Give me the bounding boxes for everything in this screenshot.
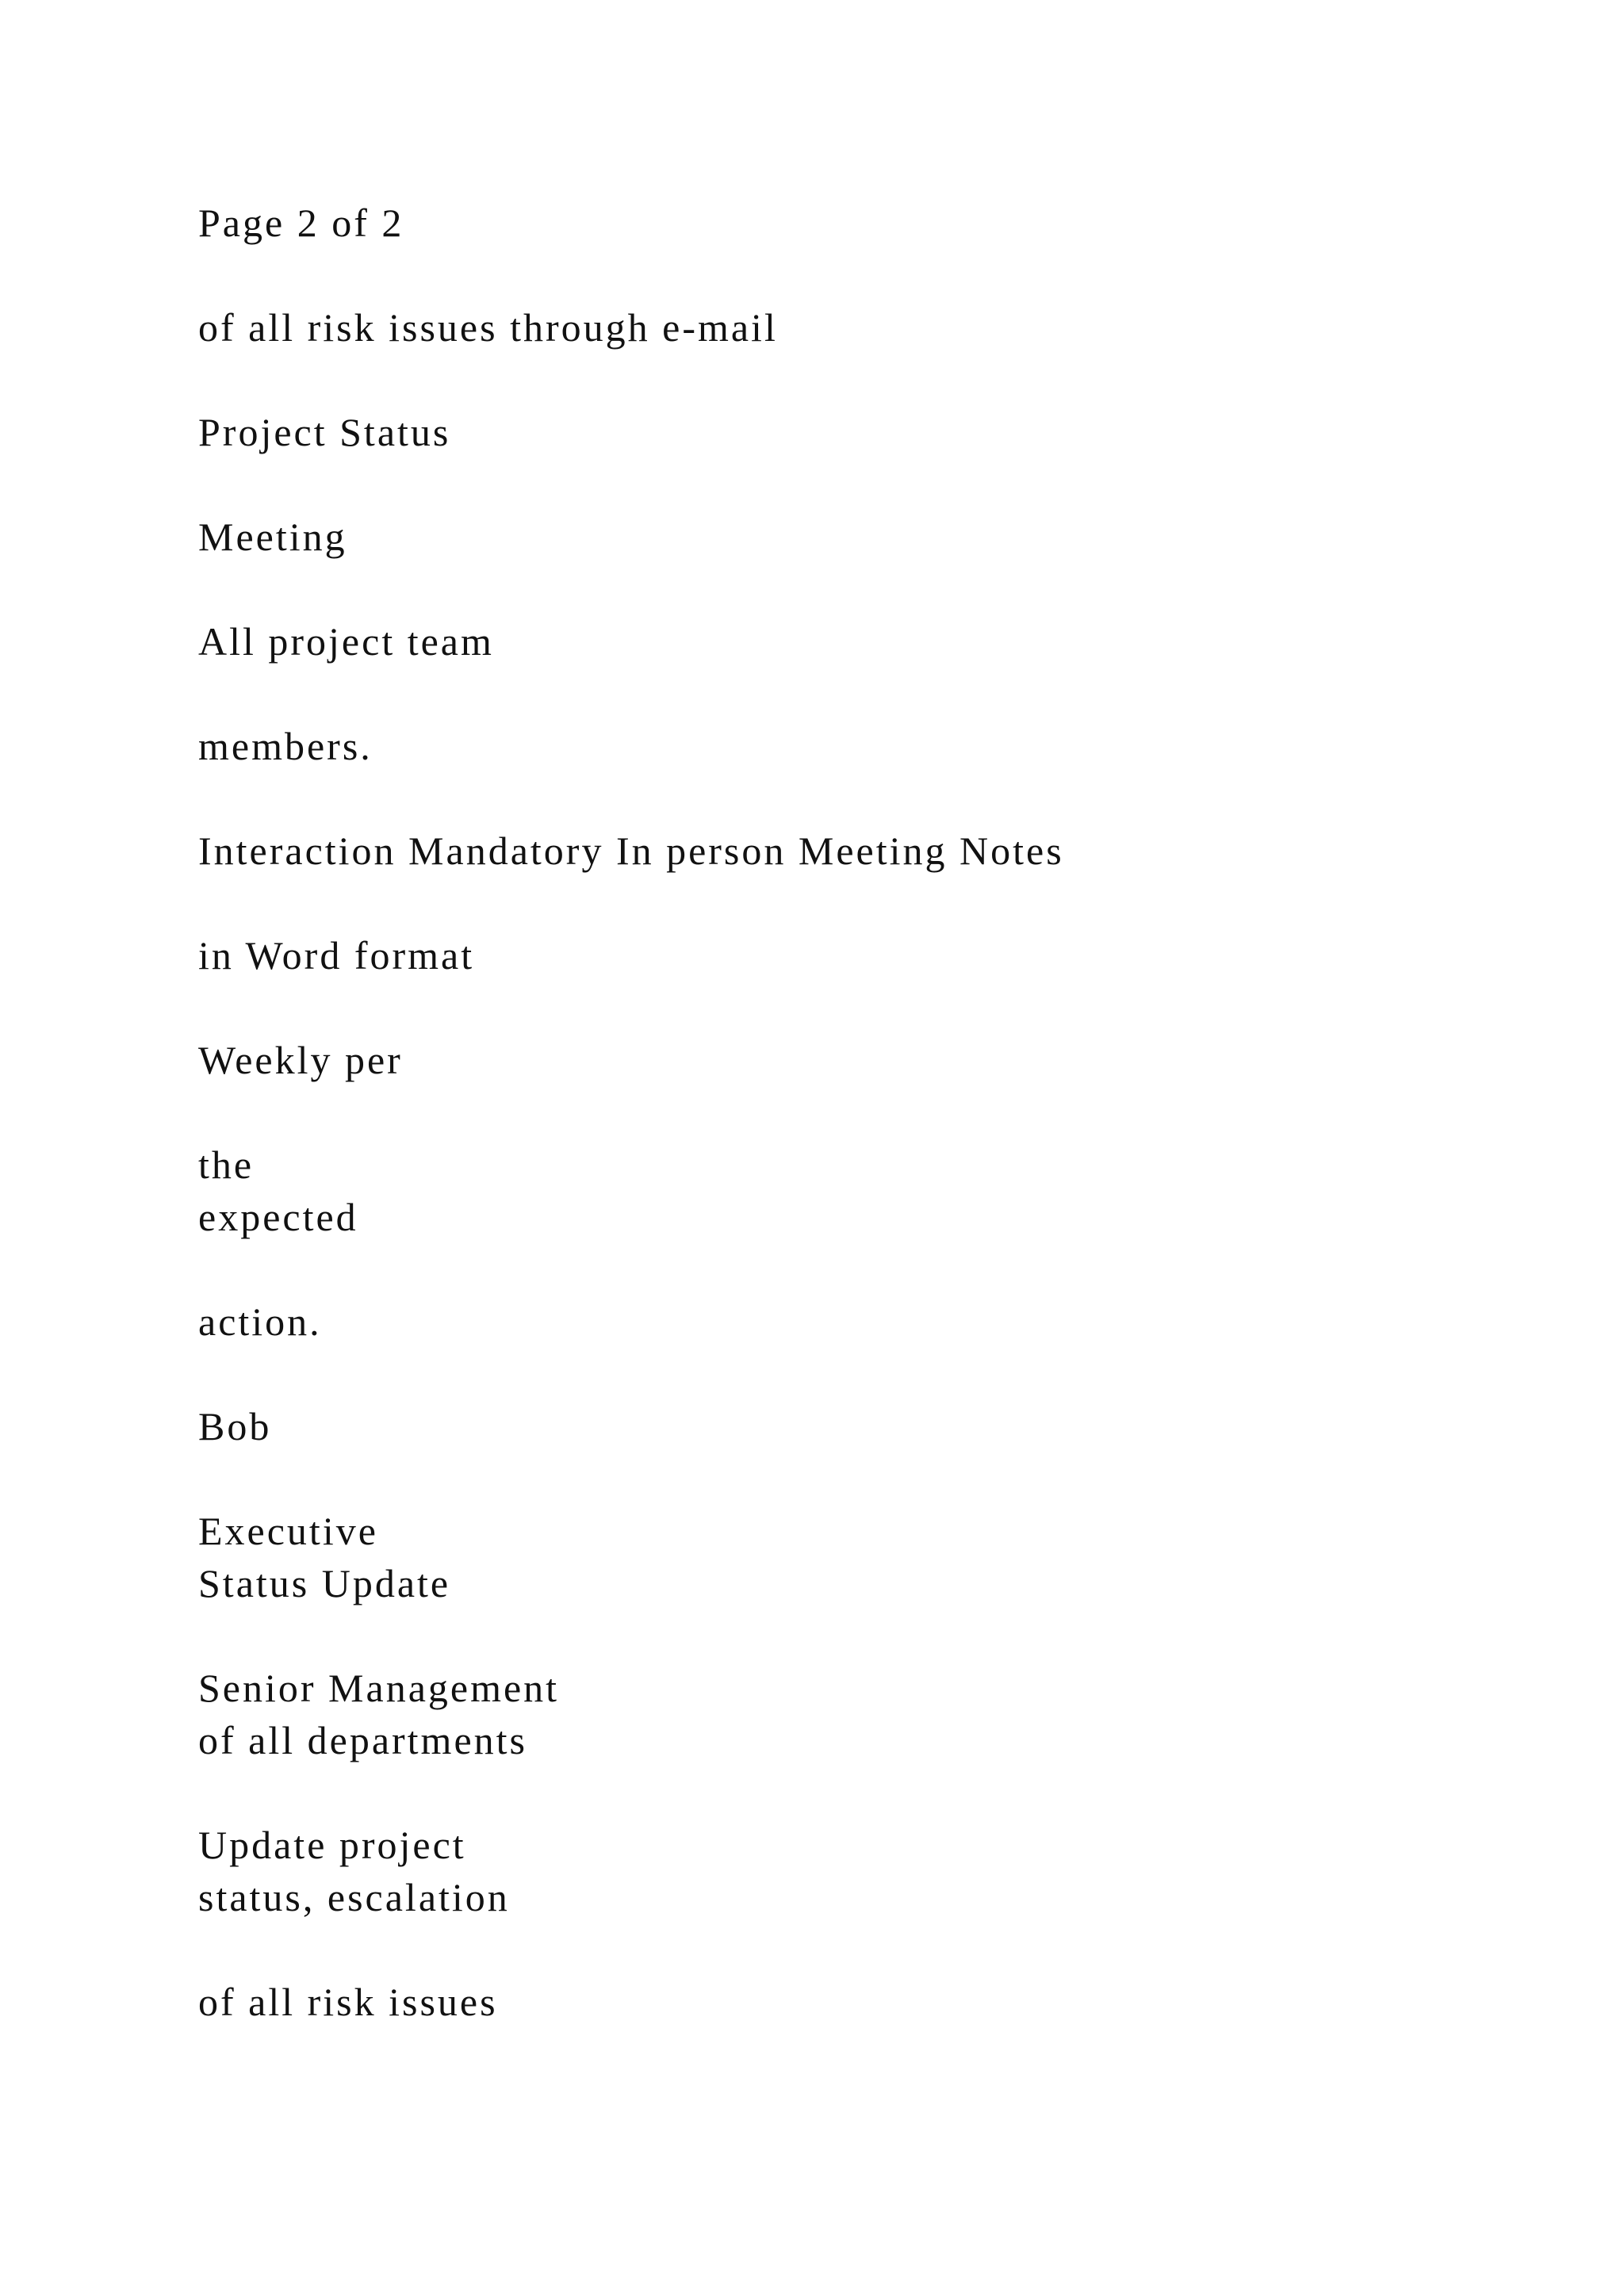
text-line: members.: [198, 724, 373, 768]
page-number-header: Page 2 of 2: [198, 201, 404, 245]
text-line: Executive: [198, 1509, 378, 1553]
text-line: Interaction Mandatory In person Meeting Notes: [198, 828, 1064, 873]
text-line: Bob: [198, 1404, 272, 1448]
text-line: status, escalation: [198, 1875, 510, 1919]
text-line: Senior Management: [198, 1666, 560, 1710]
text-line: Meeting: [198, 515, 347, 559]
text-line: of all risk issues: [198, 1980, 498, 2024]
text-line: Update project: [198, 1823, 466, 1867]
text-line: All project team: [198, 619, 494, 664]
text-line: action.: [198, 1299, 322, 1344]
text-line: of all departments: [198, 1718, 527, 1762]
text-line: the: [198, 1142, 255, 1187]
text-line: Status Update: [198, 1561, 451, 1605]
text-line: of all risk issues through e-mail: [198, 305, 778, 350]
text-line: Project Status: [198, 410, 451, 454]
text-line: expected: [198, 1195, 358, 1239]
text-line: Weekly per: [198, 1038, 403, 1082]
text-line: in Word format: [198, 933, 475, 978]
